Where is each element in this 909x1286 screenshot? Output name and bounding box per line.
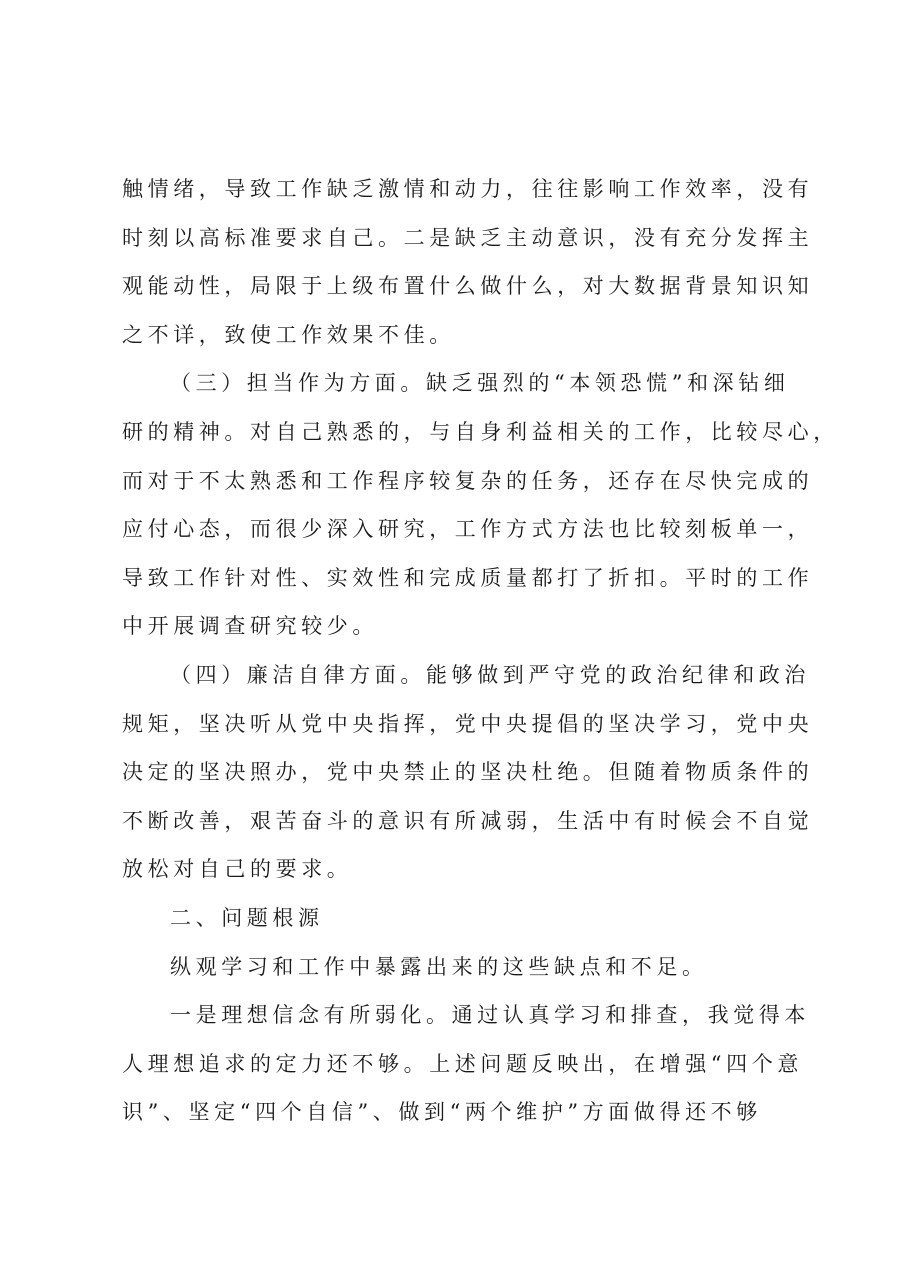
text-line: 观能动性，局限于上级布置什么做什么，对大数据背景知识知	[122, 274, 814, 299]
text-line: 时刻以高标准要求自己。二是缺乏主动意识，没有充分发挥主	[122, 225, 814, 250]
document-body	[122, 165, 839, 1137]
text-line: 研的精神。对自己熟悉的，与自身利益相关的工作，比较尽心，	[122, 419, 839, 444]
text-line: 触情绪，导致工作缺乏激情和动力，往往影响工作效率，没有	[122, 177, 814, 201]
text-line: 放松对自己的要求。	[122, 857, 353, 882]
text-line: 人理想追求的定力还不够。上述问题反映出，在增强“四个意	[122, 1051, 803, 1076]
text-line: 一是理想信念有所弱化。通过认真学习和排查，我觉得本	[170, 1003, 810, 1028]
text-line: 不断改善，艰苦奋斗的意识有所减弱，生活中有时候会不自觉	[122, 808, 814, 833]
text-line: 决定的坚决照办，党中央禁止的坚决杜绝。但随着物质条件的	[122, 760, 814, 785]
text-line: 中开展调查研究较少。	[122, 614, 378, 639]
text-line: 之不详，致使工作效果不佳。	[122, 322, 455, 347]
text-line: 应付心态，而很少深入研究，工作方式方法也比较刻板单一，	[122, 517, 814, 542]
text-line: 纵观学习和工作中暴露出来的这些缺点和不足。	[170, 954, 708, 979]
text-line: 导致工作针对性、实效性和完成质量都打了折扣。平时的工作	[122, 565, 814, 590]
text-line: 而对于不太熟悉和工作程序较复杂的任务，还存在尽快完成的	[122, 468, 814, 493]
section-heading-line: （四）廉洁自律方面。能够做到严守党的政治纪律和政治	[170, 662, 810, 687]
section-title: 二、问题根源	[170, 905, 324, 930]
text-line: 规矩，坚决听从党中央指挥，党中央提倡的坚决学习，党中央	[122, 711, 814, 736]
text-line: 识”、坚定“四个自信”、做到“两个维护”方面做得还不够	[122, 1100, 762, 1125]
section-heading-line: （三）担当作为方面。缺乏强烈的“本领恐慌”和深钻细	[170, 371, 790, 396]
